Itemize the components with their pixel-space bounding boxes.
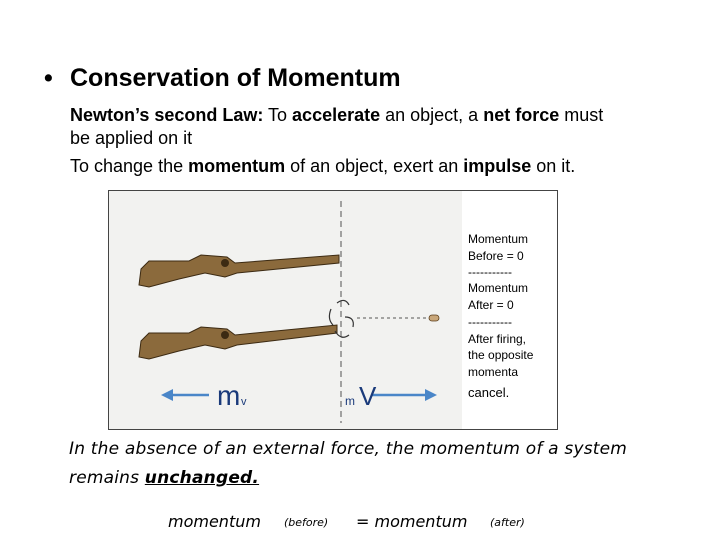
caption-line-5: ----------- <box>468 315 512 329</box>
caption-line-7: the opposite <box>468 348 534 362</box>
newton-text-3: must <box>559 105 604 125</box>
change-text-2: of an object, exert an <box>285 156 464 176</box>
statement-line-1: In the absence of an external force, the momentum of a system <box>69 439 628 459</box>
caption-line-6: After firing, <box>468 332 527 346</box>
label-small-m: m <box>345 394 355 408</box>
caption-line-4: After = 0 <box>468 298 514 312</box>
caption-line-0: Momentum <box>468 232 529 246</box>
equation-left-sub: (before) <box>284 516 329 529</box>
equation-right-sub: (after) <box>490 516 525 529</box>
label-big-v: V <box>359 381 377 411</box>
statement-prefix: remains <box>69 468 145 488</box>
figure-background <box>109 191 463 429</box>
caption-line-1: Before = 0 <box>468 249 524 263</box>
rifle-figure <box>108 190 464 430</box>
equation-right: = momentum <box>356 512 468 531</box>
newton-text-2: an object, a <box>380 105 484 125</box>
caption-line-2: ----------- <box>468 265 512 279</box>
rifle-illustration <box>109 191 463 429</box>
caption-line-8: momenta <box>468 365 519 379</box>
newton-bold-accelerate: accelerate <box>292 105 381 125</box>
change-text-1: To change the <box>70 156 189 176</box>
newton-text-1: To <box>263 105 293 125</box>
newton-bold-net-force: net force <box>483 105 560 125</box>
change-bold-impulse: impulse <box>463 156 532 176</box>
newton-line-1 <box>70 104 603 127</box>
change-text-3: on it. <box>531 156 576 176</box>
newton-line-2: be applied on it <box>70 128 193 148</box>
change-bold-momentum: momentum <box>188 156 286 176</box>
statement-emphasis: unchanged. <box>144 468 260 488</box>
bullet: • <box>44 64 53 92</box>
title-text: Conservation of Momentum <box>70 64 401 92</box>
caption-box <box>462 190 558 430</box>
caption-line-3: Momentum <box>468 281 529 295</box>
slide-title <box>44 64 401 93</box>
change-line <box>70 155 575 178</box>
label-big-m: m <box>217 380 241 411</box>
label-small-v: v <box>241 396 247 408</box>
equation-left: momentum <box>168 512 261 531</box>
newton-label: Newton’s second Law: <box>70 105 264 125</box>
statement-line-2 <box>69 468 259 488</box>
caption-line-last: cancel. <box>468 385 510 400</box>
